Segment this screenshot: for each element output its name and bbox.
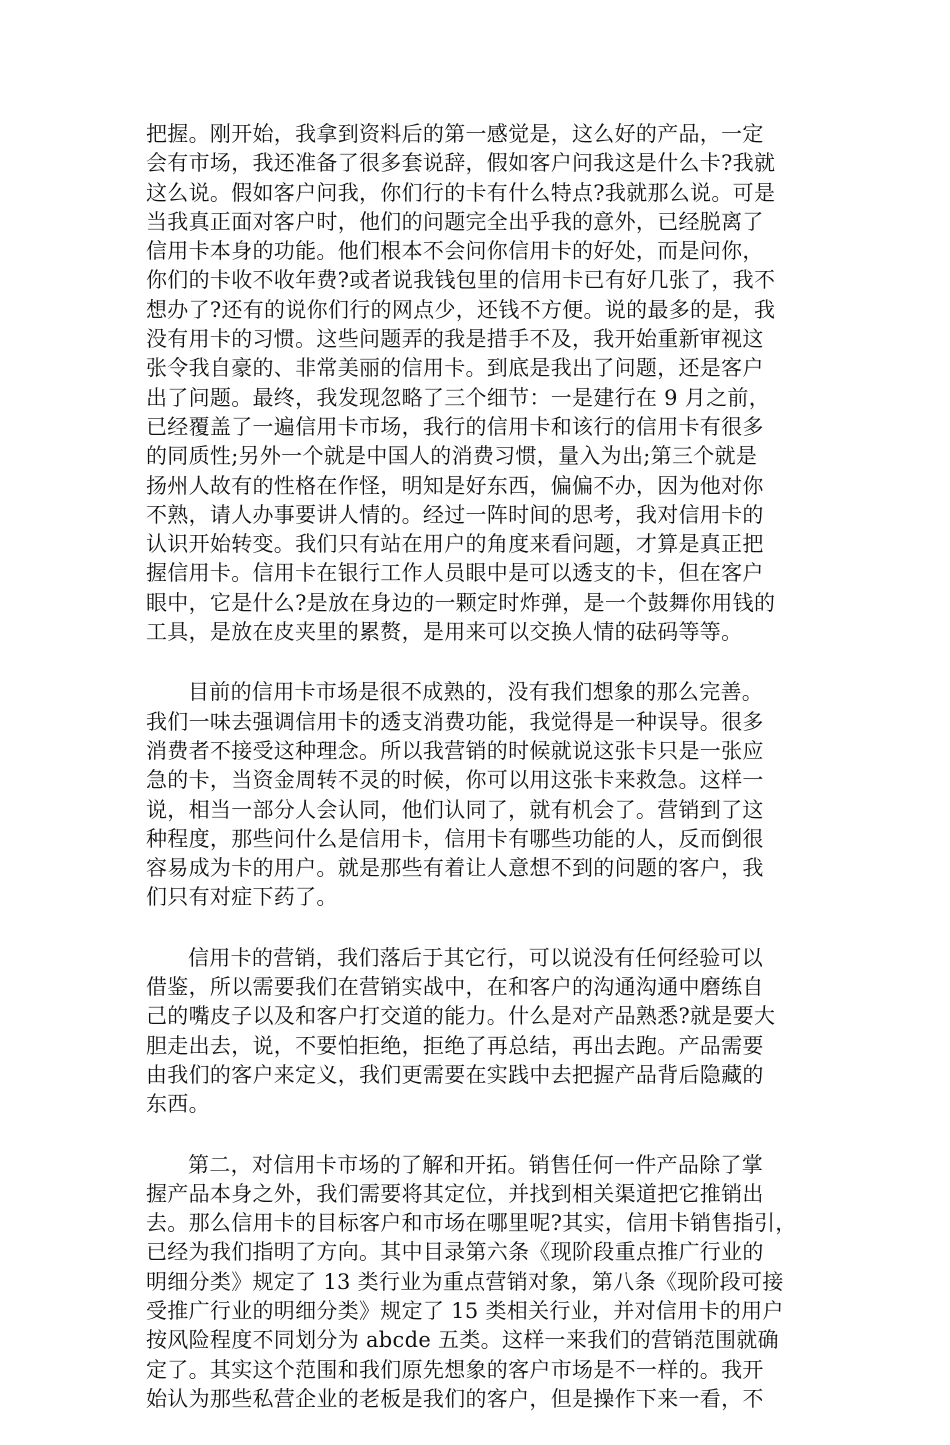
- text-line: 种程度，那些问什么是信用卡，信用卡有哪些功能的人，反而倒很: [146, 826, 764, 851]
- text-line: 信用卡本身的功能。他们根本不会问你信用卡的好处，而是问你，: [146, 239, 764, 264]
- text-line: 已经为我们指明了方向。其中目录第六条《现阶段重点推广行业的: [146, 1240, 764, 1265]
- text-line: 始认为那些私营企业的老板是我们的客户，但是操作下来一看，不: [146, 1386, 764, 1411]
- text-line: 受推广行业的明细分类》规定了 15 类相关行业，并对信用卡的用户: [146, 1298, 784, 1323]
- text-line: 说，相当一部分人会认同，他们认同了，就有机会了。营销到了这: [146, 797, 764, 822]
- text-line: 扬州人故有的性格在作怪，明知是好东西，偏偏不办，因为他对你: [146, 473, 764, 498]
- text-line: 想办了?还有的说你们行的网点少，还钱不方便。说的最多的是，我: [146, 297, 776, 322]
- text-line: 明细分类》规定了 13 类行业为重点营销对象，第八条《现阶段可接: [146, 1269, 784, 1294]
- text-line: 容易成为卡的用户。就是那些有着让人意想不到的问题的客户，我: [146, 856, 764, 881]
- text-line: 会有市场，我还准备了很多套说辞，假如客户问我这是什么卡?我就: [146, 151, 776, 176]
- text-line: 急的卡，当资金周转不灵的时候，你可以用这张卡来救急。这样一: [146, 768, 764, 793]
- text-line: 目前的信用卡市场是很不成熟的，没有我们想象的那么完善。: [188, 680, 764, 705]
- text-line: 认识开始转变。我们只有站在用户的角度来看问题，才算是真正把: [146, 532, 764, 557]
- text-line: 胆走出去，说，不要怕拒绝，拒绝了再总结，再出去跑。产品需要: [146, 1033, 764, 1058]
- paragraph: [146, 944, 816, 1120]
- text-line: 握信用卡。信用卡在银行工作人员眼中是可以透支的卡，但在客户: [146, 561, 764, 586]
- text-line: 东西。: [146, 1092, 210, 1117]
- text-line: 借鉴，所以需要我们在营销实战中，在和客户的沟通沟通中磨练自: [146, 975, 764, 1000]
- text-line: 握产品本身之外，我们需要将其定位，并找到相关渠道把它推销出: [146, 1181, 764, 1206]
- text-line: 们只有对症下药了。: [146, 885, 338, 910]
- text-line: 当我真正面对客户时，他们的问题完全出乎我的意外，已经脱离了: [146, 209, 764, 234]
- text-line: 消费者不接受这种理念。所以我营销的时候就说这张卡只是一张应: [146, 738, 764, 763]
- text-line: 这么说。假如客户问我，你们行的卡有什么特点?我就那么说。可是: [146, 180, 776, 205]
- text-line: 定了。其实这个范围和我们原先想象的客户市场是不一样的。我开: [146, 1357, 764, 1382]
- text-line: 出了问题。最终，我发现忽略了三个细节：一是建行在 9 月之前，: [146, 385, 771, 410]
- text-line: 我们一味去强调信用卡的透支消费功能，我觉得是一种误导。很多: [146, 709, 764, 734]
- text-line: 眼中，它是什么?是放在身边的一颗定时炸弹，是一个鼓舞你用钱的: [146, 590, 776, 615]
- text-line: 去。那么信用卡的目标客户和市场在哪里呢?其实，信用卡销售指引，: [146, 1211, 797, 1236]
- text-line: 按风险程度不同划分为 abcde 五类。这样一来我们的营销范围就确: [146, 1328, 779, 1353]
- text-line: 张令我自豪的、非常美丽的信用卡。到底是我出了问题，还是客户: [146, 356, 764, 381]
- text-line: 你们的卡收不收年费?或者说我钱包里的信用卡已有好几张了，我不: [146, 268, 776, 293]
- document-body: [146, 120, 816, 1445]
- text-line: 由我们的客户来定义，我们更需要在实践中去把握产品背后隐藏的: [146, 1062, 764, 1087]
- paragraph: [146, 678, 816, 912]
- text-line: 己的嘴皮子以及和客户打交道的能力。什么是对产品熟悉?就是要大: [146, 1004, 776, 1029]
- text-line: 没有用卡的习惯。这些问题弄的我是措手不及，我开始重新审视这: [146, 327, 764, 352]
- text-line: 把握。刚开始，我拿到资料后的第一感觉是，这么好的产品，一定: [146, 122, 764, 146]
- text-line: 工具，是放在皮夹里的累赘，是用来可以交换人情的砝码等等。: [146, 620, 743, 645]
- text-line: 信用卡的营销，我们落后于其它行，可以说没有任何经验可以: [188, 945, 764, 970]
- paragraph: [146, 1151, 816, 1415]
- text-line: 第二，对信用卡市场的了解和开拓。销售任何一件产品除了掌: [188, 1152, 764, 1177]
- text-line: 已经覆盖了一遍信用卡市场，我行的信用卡和该行的信用卡有很多: [146, 414, 764, 439]
- paragraph: [146, 120, 816, 647]
- text-line: 的同质性;另外一个就是中国人的消费习惯，量入为出;第三个就是: [146, 444, 758, 469]
- text-line: 不熟，请人办事要讲人情的。经过一阵时间的思考，我对信用卡的: [146, 502, 764, 527]
